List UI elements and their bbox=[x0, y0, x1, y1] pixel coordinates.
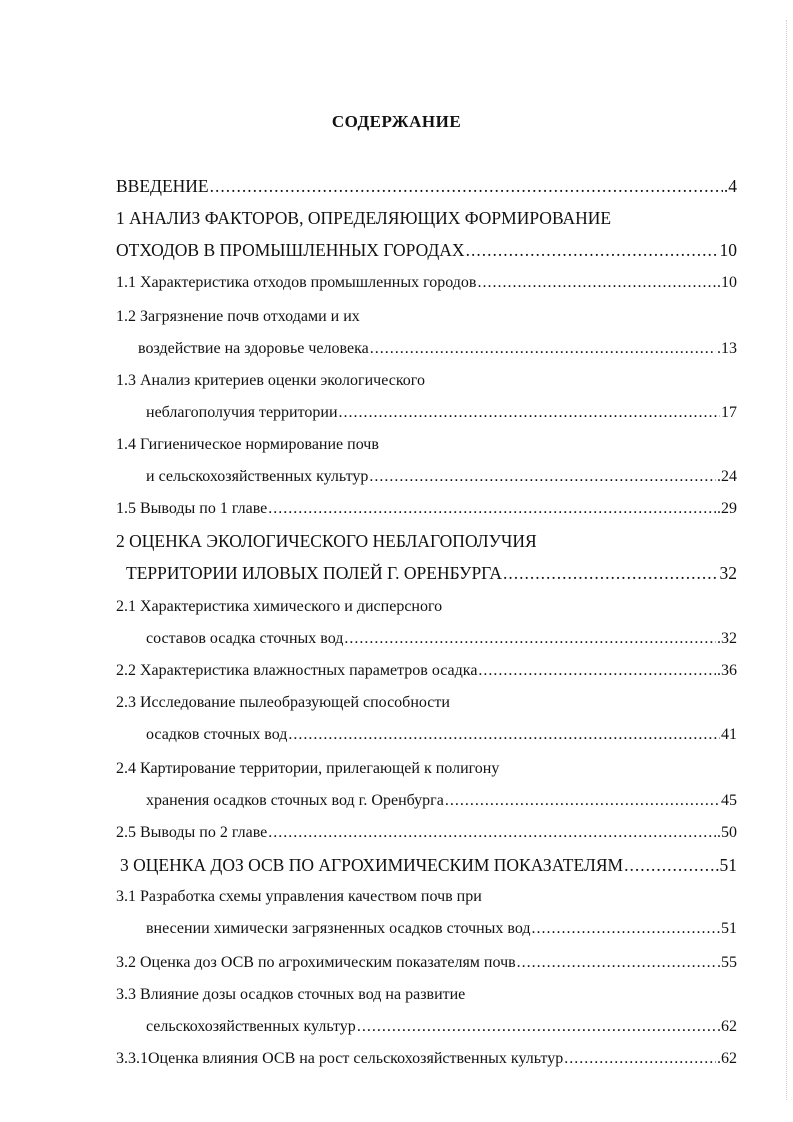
toc-entry-2-1-cont[interactable] bbox=[146, 628, 737, 652]
toc-entry-3-3[interactable] bbox=[116, 984, 465, 1008]
toc-leader-dots bbox=[210, 175, 723, 197]
toc-entry-text: 1.1 Характеристика отходов промышленных городов bbox=[116, 274, 477, 291]
toc-entry-text: ВВЕДЕНИЕ bbox=[116, 176, 209, 196]
toc-entry-text: 2.1 Характеристика химического и дисперсного bbox=[116, 598, 443, 615]
toc-entry-text: сельскохозяйственных культур bbox=[146, 1018, 356, 1035]
toc-entry-page: .50 bbox=[717, 824, 737, 841]
toc-title: СОДЕРЖАНИЕ bbox=[331, 112, 462, 131]
toc-entry-text: 1.3 Анализ критериев оценки экологического bbox=[116, 372, 425, 389]
toc-entry-1-4[interactable] bbox=[116, 434, 379, 458]
toc-entry-3-1-cont[interactable] bbox=[146, 918, 737, 942]
toc-entry-2-5[interactable] bbox=[116, 822, 737, 846]
toc-entry-text: ТЕРРИТОРИИ ИЛОВЫХ ПОЛЕЙ Г. ОРЕНБУРГА bbox=[126, 563, 503, 583]
toc-leader-dots bbox=[478, 660, 716, 682]
toc-entry-chapter-2[interactable] bbox=[116, 530, 537, 554]
toc-entry-page: 45 bbox=[721, 792, 737, 809]
toc-entry-page: .62 bbox=[717, 1050, 737, 1067]
toc-entry-page: .51 bbox=[715, 855, 737, 875]
toc-entry-chapter-1-cont[interactable] bbox=[116, 239, 737, 263]
toc-entry-1-5[interactable] bbox=[116, 498, 737, 522]
toc-entry-1-3[interactable] bbox=[116, 370, 425, 394]
toc-entry-3-3-cont[interactable] bbox=[146, 1016, 737, 1040]
toc-entry-text: и сельскохозяйственных культур bbox=[146, 468, 369, 485]
toc-leader-dots bbox=[477, 272, 716, 294]
toc-entry-1-4-cont[interactable] bbox=[146, 466, 737, 490]
toc-entry-page: .10 bbox=[717, 274, 737, 291]
toc-leader-dots bbox=[357, 1016, 716, 1038]
toc-entry-text: 3 ОЦЕНКА ДОЗ ОСВ ПО АГРОХИМИЧЕСКИМ ПОКАЗАТЕЛЯМ bbox=[120, 855, 624, 875]
toc-leader-dots bbox=[517, 952, 716, 974]
toc-entry-2-3[interactable] bbox=[116, 692, 450, 716]
toc-entry-text: 1.5 Выводы по 1 главе bbox=[116, 500, 268, 517]
toc-entry-text: 2 ОЦЕНКА ЭКОЛОГИЧЕСКОГО НЕБЛАГОПОЛУЧИЯ bbox=[116, 531, 537, 551]
toc-leader-dots bbox=[624, 854, 714, 876]
toc-entry-text: осадков сточных вод bbox=[146, 726, 288, 743]
toc-entry-page: .24 bbox=[717, 468, 737, 485]
toc-entry-page: 17 bbox=[721, 404, 737, 421]
toc-entry-introduction[interactable] bbox=[116, 175, 737, 199]
page-edge-marks bbox=[786, 20, 791, 1100]
toc-entry-text: 1 АНАЛИЗ ФАКТОРОВ, ОПРЕДЕЛЯЮЩИХ ФОРМИРОВАНИЕ bbox=[116, 208, 612, 228]
toc-entry-text: 1.2 Загрязнение почв отходами и их bbox=[116, 308, 360, 325]
toc-entry-text: хранения осадков сточных вод г. Оренбурга bbox=[146, 792, 444, 809]
toc-entry-text: 2.2 Характеристика влажностных параметров осадка bbox=[116, 662, 478, 679]
toc-entry-page: .55 bbox=[717, 954, 737, 971]
toc-entry-text: неблагополучия территории bbox=[146, 404, 338, 421]
toc-leader-dots bbox=[564, 1048, 716, 1070]
toc-entry-text: внесении химически загрязненных осадков сточных вод bbox=[146, 920, 531, 937]
toc-entry-text: 3.3.1Оценка влияния ОСВ на рост сельскохозяйственных культур bbox=[116, 1050, 564, 1067]
toc-entry-text: 2.4 Картирование территории, прилегающей к полигону bbox=[116, 760, 500, 777]
toc-leader-dots bbox=[532, 918, 720, 940]
toc-entry-text: 2.3 Исследование пылеобразующей способности bbox=[116, 694, 450, 711]
toc-entry-text: 3.1 Разработка схемы управления качеством почв при bbox=[116, 888, 482, 905]
toc-entry-text: воздействие на здоровье человека bbox=[138, 340, 369, 357]
toc-leader-dots bbox=[466, 239, 719, 261]
toc-entry-page: .36 bbox=[717, 662, 737, 679]
toc-entry-page: 32 bbox=[719, 563, 737, 583]
toc-entry-2-1[interactable] bbox=[116, 596, 442, 620]
toc-leader-dots bbox=[370, 338, 716, 360]
toc-entry-text: 3.3 Влияние дозы осадков сточных вод на развитие bbox=[116, 986, 466, 1003]
toc-entry-1-2-cont[interactable] bbox=[138, 338, 737, 362]
toc-entry-1-3-cont[interactable] bbox=[146, 402, 737, 426]
toc-entry-text: составов осадка сточных вод bbox=[146, 630, 344, 647]
toc-leader-dots bbox=[339, 402, 720, 424]
toc-entry-1-1[interactable] bbox=[116, 272, 737, 296]
toc-leader-dots bbox=[268, 498, 716, 520]
toc-entry-3-1[interactable] bbox=[116, 886, 482, 910]
toc-leader-dots bbox=[344, 628, 716, 650]
toc-entry-2-4[interactable] bbox=[116, 758, 499, 782]
toc-entry-3-2[interactable] bbox=[116, 952, 737, 976]
toc-entry-1-2[interactable] bbox=[116, 306, 360, 330]
toc-entry-page: .4 bbox=[723, 176, 737, 196]
toc-entry-chapter-3[interactable] bbox=[120, 854, 737, 878]
toc-entry-2-3-cont[interactable] bbox=[146, 724, 737, 748]
toc-entry-page: 10 bbox=[719, 240, 737, 260]
toc-leader-dots bbox=[503, 562, 718, 584]
toc-entry-page: 51 bbox=[721, 920, 737, 937]
toc-entry-page: .13 bbox=[717, 340, 737, 357]
toc-entry-2-2[interactable] bbox=[116, 660, 737, 684]
toc-leader-dots bbox=[268, 822, 716, 844]
toc-entry-page: .62 bbox=[717, 1018, 737, 1035]
toc-leader-dots bbox=[445, 790, 720, 812]
toc-entry-text: 2.5 Выводы по 2 главе bbox=[116, 824, 268, 841]
toc-entry-3-3-1[interactable] bbox=[116, 1048, 737, 1072]
toc-leader-dots bbox=[288, 724, 720, 746]
toc-leader-dots bbox=[369, 466, 716, 488]
toc-entry-page: .29 bbox=[717, 500, 737, 517]
toc-entry-text: 1.4 Гигиеническое нормирование почв bbox=[116, 436, 379, 453]
toc-entry-chapter-2-cont[interactable] bbox=[126, 562, 737, 586]
toc-entry-page: .32 bbox=[717, 630, 737, 647]
toc-entry-chapter-1[interactable] bbox=[116, 207, 611, 231]
toc-entry-2-4-cont[interactable] bbox=[146, 790, 737, 814]
toc-entry-text: ОТХОДОВ В ПРОМЫШЛЕННЫХ ГОРОДАХ bbox=[116, 240, 465, 260]
toc-entry-text: 3.2 Оценка доз ОСВ по агрохимическим показателям почв bbox=[116, 954, 516, 971]
toc-entry-page: 41 bbox=[721, 726, 737, 743]
